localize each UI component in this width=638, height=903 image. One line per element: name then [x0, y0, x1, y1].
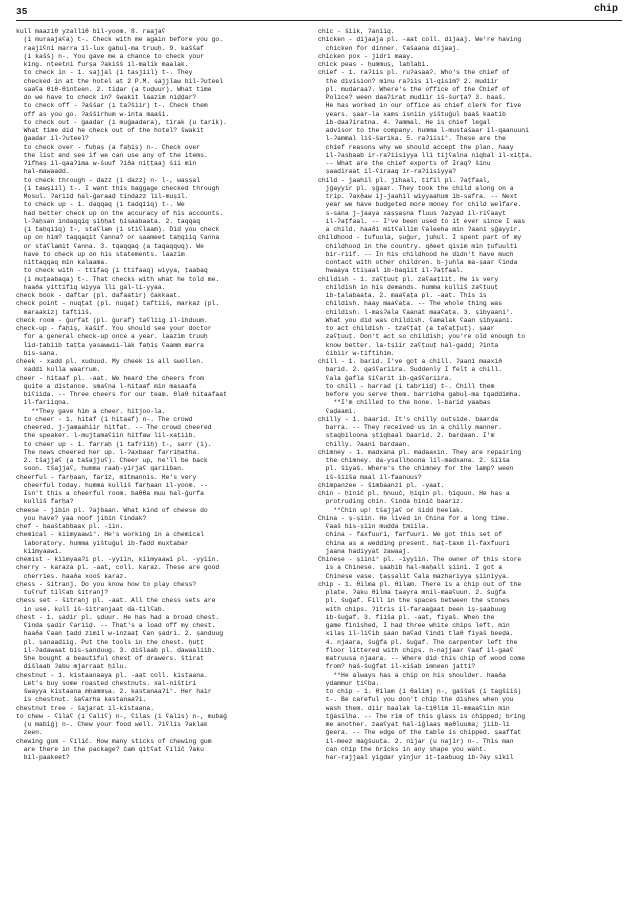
dictionary-line: floor littered with chips. n-najjaar ʕaaf il-gaaʕ	[318, 646, 514, 654]
dictionary-line: is chestnut. šaʕarha kastanaaʔi.	[16, 696, 147, 704]
dictionary-line: **He always has a chip on his shoulder. haaða	[318, 671, 506, 679]
dictionary-line: Chinese - ṣiini° pl. -iyyiin. The owner of this store	[318, 556, 522, 563]
dictionary-line: kiimyaawi.	[16, 547, 63, 555]
dictionary-line: to check through - dazz (i dazz) n- l-, waṣṣal	[16, 176, 201, 184]
dictionary-line: dišlaab ʔabu mjarraat ḥilu.	[16, 663, 128, 671]
dictionary-line: with chips. ʔitris il-faraaġaat been iṣ-ṣaabuug	[318, 605, 506, 613]
dictionary-line: chemical - kiimyaawi°. He's working in a chemical	[16, 531, 204, 539]
dictionary-line: Mosul. ʔariid hal-ġaraaḍ tindazz lil-muṣil.	[16, 193, 189, 200]
dictionary-line: contact with other children. b-juhla ma-ṣaar ʕinda	[318, 259, 518, 266]
dictionary-line: ʕaḍaami.	[318, 407, 357, 415]
dictionary-line: soon. tšajjaʕ, humma raaḥ-yirjaʕ qariiban.	[16, 465, 185, 473]
dictionary-line: ib-daaʔiratna. 4. ʔammal. He is chief legal	[318, 118, 491, 126]
dictionary-line: bil-paakeet?	[16, 754, 70, 761]
dictionary-line: childish. l-masʔala ʕaanat maaʕaṭa. 3. ṣibyaani°.	[318, 308, 514, 316]
dictionary-line: Isn't this a cheerful room. baθθa muu hal-ġurfa	[16, 490, 204, 497]
dictionary-line: the list and see if we can use any of the items.	[16, 151, 208, 159]
dictionary-line: cherries. haaða xooš karaz.	[16, 572, 128, 580]
dictionary-line: ġaadar il-ʔuteel?	[16, 135, 89, 143]
dictionary-line: china as a wedding present. haṭ-ṭaxm il-faxfuuri	[318, 539, 510, 547]
dictionary-line: the speaker. l-mujtamaʕiin hitfaw lil-xaṭiib.	[16, 432, 197, 440]
dictionary-line: Chinese vase. ṭaṣṣalit ʕala mazhariyya ṣiiniyya.	[318, 572, 510, 580]
dictionary-line: check-up - faḥiṣ, kašif. You should see your doctor	[16, 325, 212, 332]
dictionary-line: from? haš-šuġfat il-xišab imneen jatti?	[318, 663, 476, 671]
dictionary-line: Police? ween daaʔirat mudiir iš-šurṭa? 3. baaš.	[318, 94, 506, 101]
dictionary-line: s-sana j-jaaya xaṣṣaṣna fluus ʔazyad il-riʕaayt	[318, 209, 506, 217]
dictionary-line: to act childish - tzaʕṭaṭ (a taʕaṭṭuṭ). ṣaar	[318, 325, 495, 332]
dictionary-line: trip. ʔaxðaw ij-jaahil wiyyaahum ib-safra. -- Next	[318, 193, 518, 200]
dictionary-line: to check over - fuḥaṣ (a faḥiṣ) n-. Check over	[16, 143, 201, 151]
dictionary-line: barid. 2. qašʕariira. Suddenly I felt a chill.	[318, 366, 503, 374]
dictionary-line: the division? minu raʔiis il-qisim? 2. mudiir	[318, 77, 499, 85]
running-head: chip	[593, 4, 618, 15]
dictionary-line: (i tawṣiil) t-. I want this baggage checked through	[16, 184, 220, 192]
dictionary-line: ʕinda ṣadir ʕariiḍ. -- That's a load off my chest.	[16, 622, 216, 629]
dictionary-line: šwayya kistaana mḥammṣa. 2. kastanaaʔi°. Her hair	[16, 688, 212, 695]
dictionary-line: wash them. diir baalak la-tiθlim il-mmaaʕiin min	[318, 704, 510, 712]
dictionary-line: t-. Be careful you don't chip the dishes when you	[318, 696, 514, 704]
dictionary-line: ʕala ġafla šiʕarit ib-qašʕariira.	[318, 374, 453, 382]
dictionary-line: raajiʕni marra il-lux gabuḷ-ma truuḥ. 9. kaššaf	[16, 44, 204, 52]
dictionary-line: **Chin up! tšajjaʕ or šidd ḥeelak.	[318, 506, 464, 514]
dictionary-line: for a general check-up once a year. laazim truuḥ	[16, 333, 208, 341]
dictionary-line: to cheer up - 1. farraḥ (i tafriiḥ) t-, sarr (i).	[16, 440, 212, 448]
dictionary-line: chest - 1. ṣadir pl. ṣduur. He has had a broad chest.	[16, 613, 220, 621]
dictionary-line: laboratory. humma yištuġul ib-fadd muxtabar	[16, 539, 189, 547]
dictionary-line: maraakiz) taftiiš.	[16, 308, 93, 316]
dictionary-line: chicken - dijaaja pl. -aat coll. dijaaj. We're having	[318, 36, 522, 44]
dictionary-line: to chip - 1. θilam (i θalim) n-, gaššaš (i tagšiiš)	[318, 688, 522, 695]
dictionary-line: chemist - kiimyaaʔi pl. -yyiin, kiimyaawi pl. -yyiin.	[16, 556, 220, 563]
dictionary-line: chicken pox - jidri maay.	[318, 52, 414, 60]
dictionary-line: the chimney. da-ysallḥoona lil-madxana. 2. šiiša	[318, 457, 510, 464]
dictionary-line: chimpanzee - šimbaanzi pl. -yaat.	[318, 481, 445, 489]
dictionary-line: cheer - hitaaf pl. -aat. We heard the cheers from	[16, 374, 204, 382]
dictionary-line: plate. ʔaku θilma ṭaayra mnil-maaʕuun. 2. šuġfa	[318, 589, 506, 596]
dictionary-line: Let's buy some roasted chestnuts. xal-ništiri	[16, 679, 197, 687]
dictionary-line: before you serve them. barridha gabuḷ-ma tqaddimha.	[318, 391, 522, 398]
dictionary-line: iš-šiiša maal il-faanuus?	[318, 473, 422, 481]
dictionary-line: il-ʔasbaab ir-raʔiisiyya lli tijʕalna niqbal il-xiṭṭa.	[318, 151, 533, 159]
dictionary-line: cheered. j-jamaahiir hitfat. -- The crowd cheered	[16, 424, 212, 431]
dictionary-line: What you did was childish. ʕamalak ʕaan ṣibyaani.	[318, 316, 514, 324]
dictionary-line: chimney - 1. madxana pl. madaaxin. They are repairing	[318, 448, 522, 456]
dictionary-line: l-ʔaḥsan indaqqiq ṣiḥḥat ḥisaabaata. 2. taqqaq	[16, 217, 201, 225]
dictionary-line: to check with - ttifaq (i ttifaaq) wiyya, ṭaabaq	[16, 267, 208, 275]
dictionary-line: ʔifḥaṣ il-qaaʔima w-šuuf ʔiða niṭṭaaj šii min	[16, 160, 197, 167]
dictionary-line: childhood - ṭufuula, ṣuġur, juhul. I spent part of my	[318, 234, 522, 242]
dictionary-line: ydammur ṭiʕba.	[318, 679, 380, 687]
dictionary-line: had better check up on the accuracy of his accounts.	[16, 209, 224, 217]
dictionary-line: childish. haay maaʕaṭa. -- The whole thing was	[318, 300, 503, 308]
dictionary-line: chestnut tree - šajarat il-kistaana.	[16, 704, 155, 712]
dictionary-line: cherry - karaza pl. -aat, coll. karaz. These are good	[16, 564, 220, 572]
header-rule	[16, 20, 622, 21]
dictionary-line: ib-ṭalabaata. 2. maaʕaṭa pl. -aat. This is	[318, 292, 487, 299]
dictionary-line: **I'm chilled to the bone. l-barid yaabas	[318, 399, 491, 407]
dictionary-line: bir-riif. -- In his childhood he didn't have much	[318, 250, 514, 258]
dictionary-line: tġasilha. -- The rim of this glass is chipped; bring	[318, 712, 526, 720]
page-number: 35	[16, 6, 28, 17]
dictionary-line: pl. mudaraaʔ. Where's the office of the Chief of	[318, 85, 510, 93]
dictionary-line: barra. -- They received us in a chilly manner.	[318, 424, 503, 431]
dictionary-line: to cheer - 1. hitaf (i hitaaf) n-. The crowd	[16, 415, 193, 423]
dictionary-line: are there in the package? čam qiṭʕat ʕilič ʔaku	[16, 745, 204, 753]
dictionary-line: ġeera. -- The edge of the table is chipped. ṣaaffat	[318, 729, 522, 737]
dictionary-line: to check off - ʔaššar (i taʔšiir) t-. Check them	[16, 102, 208, 110]
dictionary-line: (u mabiġ) n-. Chew your food well. ʔiʕlis ʔaklak	[16, 721, 208, 728]
dictionary-line: check point - nuqṭat (pl. nuqaṭ) taftiiš, markaz (pl.	[16, 300, 220, 308]
dictionary-line: childish in his demands. humma kulliš zaʕṭuuṭ	[318, 283, 499, 291]
dictionary-line: jaana hadiyyat zawaaj.	[318, 547, 411, 555]
dictionary-line: il-meez maġšuuṭa. 2. nijar (u najir) n-. This man	[318, 737, 514, 745]
dictionary-line: He has worked in our office as chief clerk for five	[318, 102, 522, 110]
dictionary-line: check book - daftar (pl. dafaatir) čakkaat.	[16, 292, 181, 299]
dictionary-line: chestnut - 1. kistaanaaya pl. -aat coll. kistaana.	[16, 671, 208, 679]
dictionary-line: advisor to the company. humma l-mustašaar il-qaanuuni	[318, 127, 529, 134]
dictionary-line: (i kašš) n-. You gave me a chance to check your	[16, 52, 204, 60]
dictionary-line: il-ʔaṭfaal. -- I've been used to it ever since I was	[318, 217, 526, 225]
dictionary-line: to chew - ʕilaʕ (i ʕaliʕ) n-, ʕilas (i ʕalis) n-, mubaġ	[16, 712, 227, 720]
dictionary-line: game finished, I had three white chips left. min	[318, 622, 510, 629]
dictionary-line: hal-mawaadd.	[16, 168, 70, 176]
dictionary-line: pl. šuġaf. Fill in the spaces between the stones	[318, 597, 510, 605]
dictionary-line: cheerful - farḥaan, fariz, mitmannis. He's very	[16, 473, 197, 481]
dictionary-line: chief - 1. raʔiis pl. ruʔasaaʔ. Who's the chief of	[318, 69, 510, 77]
dictionary-line: china - faxfuuri, farfuuri. We got this set of	[318, 531, 503, 539]
dictionary-line: chewing gum - ʕilič. How many sticks of chewing gum	[16, 737, 212, 745]
dictionary-line: check room - ġurfat (pl. ġuraf) taʕliig il-ihduum.	[16, 316, 208, 324]
dictionary-line: can chip the bricks in any shape you want.	[318, 745, 487, 753]
dictionary-line: to check in - 1. sajjal (i tasjiil) t-. They	[16, 69, 193, 77]
dictionary-line: chick peas - ḥummuṣ, lablabi.	[318, 61, 430, 68]
dictionary-line: in use. kull iš-šitranjaat da-tilʕab.	[16, 605, 166, 613]
dictionary-line: cheerful today. humma kulliš farḥaan il-yoom. --	[16, 481, 208, 489]
dictionary-line: haaða yittifiq wiyya lli gal-li-yyaa.	[16, 283, 166, 291]
dictionary-line: know better. la-tṣiir zaʕṭuuṭ hal-gadd; ʔinta	[318, 341, 499, 349]
dictionary-line: saaʕa θiθ-θinteen. 2. tiḍar (a tuḍuur). What time	[16, 85, 212, 93]
dictionary-line: year we have budgeted more money for child welfare.	[318, 201, 522, 209]
dictionary-line: ʕaaš bis-ṣiin mudda ṭmiila.	[318, 523, 430, 530]
left-column	[16, 28, 314, 762]
dictionary-line: chicken for dinner. ʕašaana dijaaj.	[318, 44, 460, 52]
dictionary-line: years. ṣaar-la xams isniin yištuġul baaš kaatib	[318, 110, 506, 118]
dictionary-line: What time did he check out of the hotel? šwakit	[16, 127, 204, 134]
dictionary-line: tuʕruf tilʕab šitranj?	[16, 589, 109, 596]
dictionary-line: (i muraajaʕa) t-. Check with me again before you go.	[16, 36, 224, 44]
dictionary-line: to check up - 1. daqqaq (i tadqiiq) t-. We	[16, 201, 185, 209]
dictionary-line: up on him? taqqaqit ʕanna? or saameet taḥqiiq ʕanna	[16, 234, 220, 242]
dictionary-line: hwaaya ttiṣaal ib-baqiit il-ʔaṭfaal.	[318, 267, 464, 275]
dictionary-line: il-fariiqna.	[16, 399, 70, 407]
dictionary-line: zeen.	[16, 729, 43, 737]
dictionary-line: nittaqqaq min kalaama.	[16, 259, 109, 266]
dictionary-line: childish - 1. zaʕṭuuṭ pl. zaʕaaṭiiṭ. He is very	[318, 275, 499, 283]
dictionary-line: chill - 1. barid. I've got a chill. ʔaani maaxið	[318, 358, 503, 365]
dictionary-line: čibiir w-tiftihim.	[318, 349, 395, 357]
dictionary-line: checked in at the hotel at 2 P.M. sajjlaw bil-ʔuteel	[16, 77, 224, 85]
dictionary-line: chip - 1. θilma pl. θilam. There is a chip out of the	[318, 580, 522, 588]
dictionary-line: chilly - 1. baarid. It's chilly outside. baarda	[318, 415, 499, 423]
dictionary-line: me another. zaaʕyat hal-iġlaaṣ maθluuma; jiib-li	[318, 721, 510, 728]
dictionary-line: **They gave him a cheer. hitjoo-la.	[16, 407, 166, 415]
dictionary-line: do we have to check in? šwakit laazim niḍḍar?	[16, 94, 197, 101]
dictionary-line: biʕiida. -- Three cheers for our team. θlaθ hitaafaat	[16, 391, 227, 398]
right-column	[318, 28, 616, 762]
dictionary-line: il-ʔadawaat bis-ṣanduug. 3. dišlaab pl. dawaaliib.	[16, 646, 216, 654]
dictionary-line: matruusa njaara. -- Where did this chip of wood come	[318, 655, 526, 662]
dictionary-line: protruding chin. ʕinda ḥinič baariz.	[318, 498, 464, 506]
dictionary-line: xaddi kulla waarrum.	[16, 366, 101, 374]
dictionary-line: l-ʔammal liš-šarika. 5. raʔiisi°. These are the	[318, 135, 506, 143]
dictionary-line: cheese - jibin pl. ʔajbaan. What kind of cheese do	[16, 506, 208, 514]
dictionary-line: har-rajjaal yigdar yinjur iṭ-ṭaabuug ib-ʔay sikil	[318, 754, 514, 761]
dictionary-line: ib-šuġaf. 3. fiiša pl. -aat, fiyaš. When the	[318, 613, 495, 621]
dictionary-line: kull maaziθ yzalliθ bil-yoom. 8. raajaʕ	[16, 28, 166, 35]
dictionary-line: off as you go. ʔašširhum w-inta maaši.	[16, 110, 170, 118]
dictionary-line: 2. tšajjaʕ (a tašajjuʕ). Cheer up, he'll be back	[16, 457, 208, 464]
dictionary-line: -- What are the chief exports of Iraq? šinu	[318, 160, 491, 167]
dictionary-line: 4. njaara, šuġfa pl. šuġaf. The carpenter left the	[318, 638, 518, 646]
dictionary-line: chef - baaštabbaax pl. -iin.	[16, 523, 124, 530]
dictionary-line: or staʕlamit ʕanna. 3. tqaqqaq (a taqaqquq). We	[16, 242, 204, 250]
dictionary-line: chief reasons why we should accept the plan. haay	[318, 143, 514, 151]
dictionary-line: haaða ʕaan ṭadd zimil w-inzaaṭ ʕan ṣadri. 2. ṣanduug	[16, 630, 224, 638]
dictionary-line: chess - šitranj. Do you know how to play chess?	[16, 580, 197, 588]
dictionary-line: lid-ṭabiib taṭṭa yasawwii-lak faḥiṣ ʕaamm marra	[16, 341, 204, 349]
dictionary-line: ṣaadiraat il-ʕiraaq ir-raʔiisiyya?	[318, 168, 457, 176]
dictionary-line: child - jaahil pl. jihaal, ṭifil pl. ʔaṭfaal,	[318, 176, 491, 184]
dictionary-line: jġayyir pl. ṣġaar. They took the child along on a	[318, 184, 514, 192]
dictionary-line: The news cheered her up. l-ʔaxbaar farriḥatha.	[16, 448, 201, 456]
dictionary-line: to check out - ġaadar (i muġaadara), tirak (u tarik).	[16, 118, 227, 126]
dictionary-line: childhood in the country. qðeet qisim min ṭufuulti	[318, 242, 518, 250]
dictionary-line: kulliš farḥa?	[16, 498, 74, 506]
dictionary-line: chic - šiik, ʔaniiq.	[318, 28, 395, 35]
dictionary-line: (i muṭaabaqa) t-. That checks with what he told me.	[16, 275, 220, 283]
dictionary-line: have to check up on his statements. laazim	[16, 250, 185, 258]
dictionary-line: xilaṣ il-liʕib ṣaan baʕad ʕindi tlaθ fiyaš beeḍa.	[318, 630, 514, 638]
dictionary-line: pl. ṣanaadiig. Put the tools in the chest. ḥuṭṭ	[16, 638, 204, 646]
dictionary-line: zaʕṭuuṭ. Don't act so childish; you're old enough to	[318, 333, 526, 341]
dictionary-line: China - ṣ-ṣiin. He lived in China for a long time.	[318, 514, 510, 522]
dictionary-line: king. nṭeetni furṣa ʔakišš il-malik maalak.	[16, 61, 189, 68]
dictionary-line: She bought a beautiful chest of drawers. štirat	[16, 655, 204, 662]
dictionary-line: you have? yaa noof jibin ʕindak?	[16, 514, 147, 522]
dictionary-line: chilly. ʔaani bardaan.	[318, 440, 411, 448]
dictionary-line: quite a distance. smaʕna l-hitaaf min masaafa	[16, 382, 197, 390]
dictionary-line: (i taḥqiiq) t-, staʕlam (i stiʕlaam). Did you check	[16, 226, 220, 233]
dictionary-line: staqbiloona ṣtiqbaal baarid. 2. bardaan. I'm	[318, 432, 495, 440]
dictionary-line: a child. haaði mitʕallim ʕaleeha min ʔaani ṣġayyir.	[318, 226, 522, 233]
dictionary-line: bis-sana.	[16, 349, 59, 357]
dictionary-line: chess set - šitranj pl. -aat. All the chess sets are	[16, 597, 216, 605]
dictionary-line: chin - ḥinič pl. ḥnuuč, ḥiqin pl. ḥiquun. He has a	[318, 490, 510, 497]
dictionary-line: cheek - xadd pl. xuduud. My cheek is all swollen.	[16, 358, 204, 365]
dictionary-line: to chill - barrad (i tabriid) t-. Chill them	[318, 382, 495, 390]
dictionary-line: pl. šiyaš. Where's the chimney for the lamp? ween	[318, 465, 514, 473]
dictionary-line: is a Chinese. ṣaaḥib hal-maḥall ṣiini. I got a	[318, 564, 503, 572]
